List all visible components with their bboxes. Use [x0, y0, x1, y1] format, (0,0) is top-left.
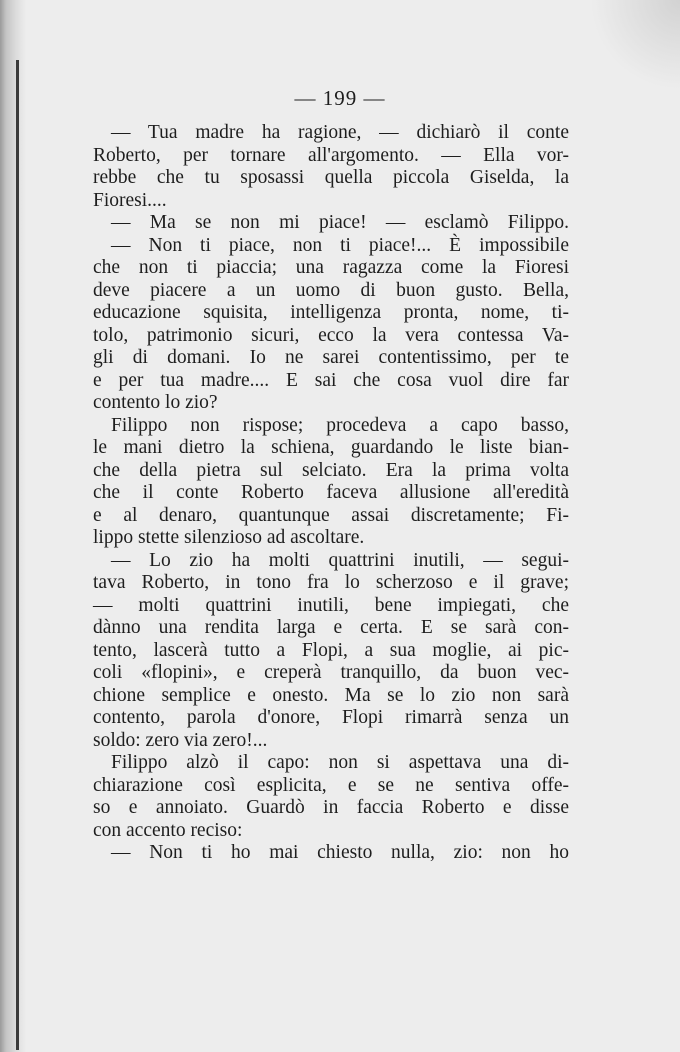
- text-line: tava Roberto, in tono fra lo scherzoso e il grave;: [93, 572, 569, 593]
- text-line: dànno una rendita larga e certa. E se sarà con-: [93, 617, 569, 638]
- text-line: con accento reciso:: [93, 819, 243, 841]
- text-line: lippo stette silenzioso ad ascoltare.: [93, 527, 365, 548]
- text-line: contento, parola d'onore, Flopi rimarrà senza un: [93, 707, 569, 728]
- text-line: contento lo zio?: [93, 392, 218, 413]
- text-line: deve piacere a un uomo di buon gusto. Bella,: [93, 279, 569, 301]
- page-corner-stain: [590, 0, 680, 90]
- text-line: soldo: zero via zero!...: [93, 729, 268, 751]
- text-line: — Non ti ho mai chiesto nulla, zio: non ho: [111, 842, 569, 863]
- text-line: e per tua madre.... E sai che cosa vuol dire far: [93, 369, 569, 391]
- body-text: [93, 122, 569, 865]
- text-line: le mani dietro la schiena, guardando le liste bian-: [93, 437, 569, 458]
- text-line: che non ti piaccia; una ragazza come la Fioresi: [93, 257, 569, 278]
- text-line: educazione squisita, intelligenza pronta, nome, ti-: [93, 302, 569, 323]
- text-line: che il conte Roberto faceva allusione all'eredità: [93, 482, 569, 503]
- text-line: che della pietra sul selciato. Era la prima volta: [93, 459, 569, 481]
- text-line: — Ma se non mi piace! — esclamò Filippo.: [111, 212, 569, 233]
- page-binding-shadow: [0, 0, 26, 1052]
- text-line: coli «flopini», e creperà tranquillo, da buon vec-: [93, 662, 569, 683]
- page-binding-edge: [16, 60, 19, 1050]
- text-line: tolo, patrimonio sicuri, ecco la vera contessa Va-: [93, 324, 569, 346]
- text-line: Filippo non rispose; procedeva a capo basso,: [111, 414, 569, 436]
- text-line: — Lo zio ha molti quattrini inutili, — segui-: [111, 549, 569, 571]
- text-line: Filippo alzò il capo: non si aspettava una di-: [111, 752, 569, 773]
- text-line: Fioresi....: [93, 189, 167, 211]
- text-line: — Tua madre ha ragione, — dichiarò il conte: [111, 122, 569, 143]
- text-line: e al denaro, quantunque assai discretamente; Fi-: [93, 504, 569, 526]
- text-line: so e annoiato. Guardò in faccia Roberto e disse: [93, 797, 569, 818]
- text-line: tento, lascerà tutto a Flopi, a sua moglie, ai pic-: [93, 639, 569, 661]
- text-line: chione semplice e onesto. Ma se lo zio non sarà: [93, 684, 569, 706]
- text-line: Roberto, per tornare all'argomento. — Ella vor-: [93, 144, 569, 166]
- page-number: — 199 —: [294, 86, 386, 110]
- text-line: — molti quattrini inutili, bene impiegati, che: [93, 594, 569, 616]
- text-line: chiarazione così esplicita, e se ne sentiva offe-: [93, 774, 569, 796]
- text-line: gli di domani. Io ne sarei contentissimo, per te: [93, 347, 569, 368]
- text-line: rebbe che tu sposassi quella piccola Giselda, la: [93, 167, 569, 188]
- text-line: — Non ti piace, non ti piace!... È impossibile: [111, 234, 569, 256]
